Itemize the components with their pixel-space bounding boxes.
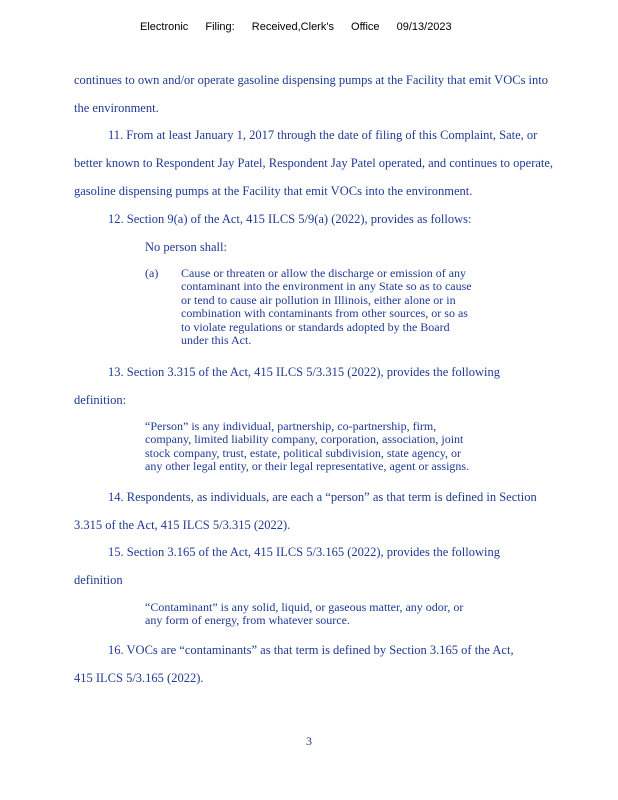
para-15-line-2: definition: [74, 573, 123, 587]
para-10-line-1: continues to own and/or operate gasoline dispensing pumps at the Facility that emit VOCs into: [74, 73, 549, 87]
para-13-line-1: 13. Section 3.315 of the Act, 415 ILCS 5/3.315 (2022), provides the following: [108, 365, 500, 379]
quote-line: “Person” is any individual, partnership, co-partnership, firm,: [145, 419, 437, 433]
quote-line: or tend to cause air pollution in Illinois, either alone or in: [181, 292, 456, 307]
quote-9a-label: (a): [145, 266, 159, 280]
quote-line: to violate regulations or standards adopted by the Board: [181, 319, 450, 334]
para-11-line-3: gasoline dispensing pumps at the Facility that emit VOCs into the environment.: [74, 184, 473, 198]
para-16-line-2: 415 ILCS 5/3.165 (2022).: [74, 671, 204, 685]
quote-line: under this Act.: [181, 333, 252, 348]
quote-line: any other legal entity, or their legal representative, agent or assigns.: [145, 459, 470, 474]
para-16-line-1: 16. VOCs are “contaminants” as that term is defined by Section 3.165 of the Act,: [108, 643, 514, 657]
header-electronic: Electronic: [140, 21, 189, 33]
filing-header: [140, 21, 466, 33]
quote-line: “Contaminant” is any solid, liquid, or gaseous matter, any odor, or: [145, 600, 464, 614]
para-14-line-2: 3.315 of the Act, 415 ILCS 5/3.315 (2022).: [74, 518, 291, 532]
quote-line: stock company, trust, estate, political subdivision, state agency, or: [145, 445, 462, 460]
page-number: 3: [306, 734, 312, 748]
quote-line: Cause or threaten or allow the discharge or emission of any: [181, 266, 467, 280]
para-12-line-1: 12. Section 9(a) of the Act, 415 ILCS 5/9(a) (2022), provides as follows:: [108, 212, 472, 226]
quote-line: contaminant into the environment in any State so as to cause: [181, 279, 472, 294]
para-15-line-1: 15. Section 3.165 of the Act, 415 ILCS 5/3.165 (2022), provides the following: [108, 545, 500, 559]
para-11-line-2: better known to Respondent Jay Patel, Respondent Jay Patel operated, and continues to operate,: [74, 156, 554, 170]
header-date: 09/13/2023: [396, 21, 452, 33]
quote-line: company, limited liability company, corporation, association, joint: [145, 432, 464, 447]
header-received: Received,Clerk's: [251, 21, 334, 33]
quote-contaminant-block: [145, 601, 463, 628]
header-filing: Filing:: [205, 21, 235, 33]
para-11-line-1: 11. From at least January 1, 2017 through the date of filing of this Complaint, Sate, or: [108, 128, 538, 142]
header-office: Office: [351, 21, 380, 33]
quote-line: combination with contaminants from other sources, or so as: [181, 306, 468, 321]
quote-9a-block: [181, 267, 472, 347]
quote-person-block: [145, 420, 469, 474]
para-12-line-2: No person shall:: [145, 240, 227, 254]
quote-line: any form of energy, from whatever source.: [145, 613, 350, 628]
para-10-line-2: the environment.: [74, 101, 159, 115]
para-13-line-2: definition:: [74, 393, 127, 407]
para-14-line-1: 14. Respondents, as individuals, are each a “person” as that term is defined in Section: [108, 490, 537, 504]
